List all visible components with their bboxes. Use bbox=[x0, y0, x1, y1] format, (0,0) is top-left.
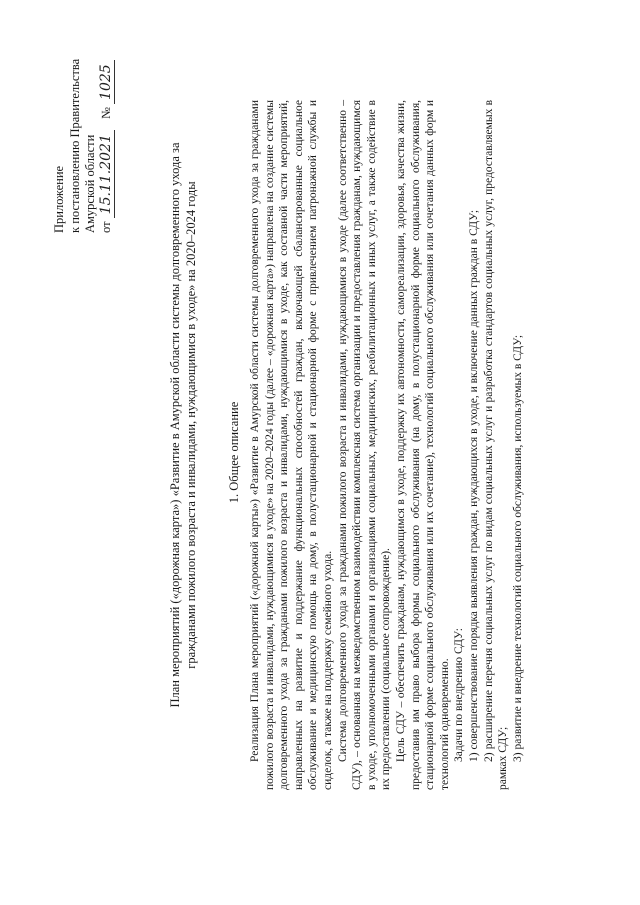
document-body bbox=[248, 100, 525, 790]
number-prefix: № bbox=[98, 107, 113, 120]
list-item: 2) расширение перечня социальных услуг по видам социальных услуг и разработка стандартов социальных услуг, предоставляемых в рамках СДУ; bbox=[482, 100, 510, 790]
paragraph: Цель СДУ – обеспечить гражданам, нуждающимся в уходе, поддержку их автономности, самореализации, здоровья, качества жизни, предоставив им право выбора формы социального обслуживания (на дому, в полустационарной форме социального обслуживания, стационарной форме социального обслуживания или их сочетание), технологий социального обслуживания или сочетания данных форм и технологий одновременно. bbox=[394, 100, 451, 790]
title-line: План мероприятий («дорожная карта») «Развитие в Амурской области системы долговременного ухода за bbox=[168, 142, 182, 708]
title-line: гражданами пожилого возраста и инвалидами, нуждающимися в уходе» на 2020–2024 годы bbox=[183, 181, 198, 669]
appendix-date-line bbox=[99, 33, 115, 233]
appendix-line: Приложение bbox=[52, 165, 66, 233]
appendix-block bbox=[52, 33, 114, 233]
date-prefix: от bbox=[98, 221, 113, 233]
paragraph: Реализация Плана мероприятий («дорожной карты») «Развитие в Амурской области системы долговременного ухода за гражданами пожилого возраста и инвалидами, нуждающимися в уходе» на 2020–2024 годы (далее – «дорожная карта») направлена на создание системы долговременного ухода за гражданами пожилого возраста и инвалидами, нуждающимися в уходе, как составной части мероприятий, направленных на развитие и поддержание функциональных способностей граждан, включающей сбалансированные социальное обслуживание и медицинскую помощь на дому, в полустационарной и стационарной форме с привлечением патронажной службы и сиделок, а также на поддержку семейного ухода. bbox=[249, 100, 334, 790]
appendix-line: Амурской области bbox=[83, 134, 97, 233]
document-title bbox=[168, 85, 199, 765]
handwritten-date: 15.11.2021 bbox=[98, 130, 115, 218]
appendix-line: к постановлению Правительства bbox=[67, 58, 82, 233]
paragraph: Система долговременного ухода за гражданами пожилого возраста и инвалидами, нуждающимися в уходе (далее соответственно – СДУ), – основанная на межведомственном взаимодействии комплексная система организации и предоставления гражданам, нуждающимся в уходе, уполномоченными органами и организациями социальных, медицинских, реабилитационных и иных услуг, а также содействие в их предоставлении (социальное сопровождение). bbox=[336, 100, 393, 790]
list-item: 1) совершенствование порядка выявления граждан, нуждающихся в уходе, и включение данных граждан в СДУ; bbox=[467, 209, 480, 762]
list-item: 3) развитие и внедрение технологий социального обслуживания, используемых в СДУ; bbox=[511, 334, 524, 762]
handwritten-number: 1025 bbox=[98, 60, 115, 104]
paragraph: Задачи по внедрению СДУ: bbox=[453, 628, 466, 762]
section-heading: 1. Общее описание bbox=[227, 401, 241, 504]
